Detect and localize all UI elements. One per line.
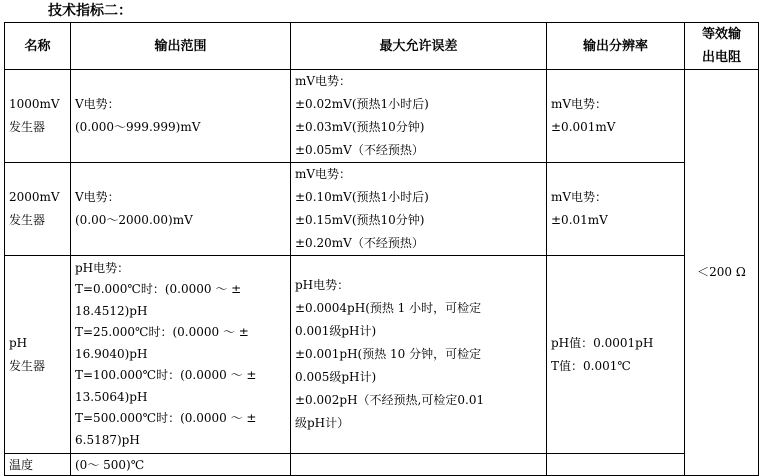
range-line: pH电势： [75, 260, 130, 275]
row-name: 温度 [5, 454, 71, 476]
range-line: (0.000～999.999)mV [75, 120, 201, 134]
error-line: ±0.05mV（不经预热） [295, 143, 424, 157]
error-line: 0.005级pH计) [295, 370, 377, 384]
row-name [5, 163, 71, 256]
range-line: T=100.000℃时：(0.0000 ～ ± [75, 368, 257, 383]
spec-table [4, 22, 759, 476]
resolution-line: ±0.001mV [551, 120, 616, 134]
row-name-line1: pH [9, 335, 28, 350]
range-line: 16.9040)pH [75, 346, 148, 361]
error-line: pH电势： [295, 278, 350, 292]
range-line: V电势： [75, 190, 120, 204]
header-max-error: 最大允许误差 [291, 23, 547, 70]
row-name [5, 70, 71, 163]
row-error [291, 70, 547, 163]
header-impedance-line2: 出电阻 [701, 50, 741, 65]
resolution-line: mV电势： [551, 190, 608, 204]
table-row [5, 163, 759, 256]
header-impedance [685, 23, 759, 70]
error-line: ±0.02mV(预热1小时后) [295, 97, 429, 111]
row-range [71, 256, 291, 454]
range-line: (0.00～2000.00)mV [75, 213, 193, 227]
resolution-line: ±0.01mV [551, 213, 608, 227]
equivalent-impedance: ＜200 Ω [685, 70, 759, 476]
row-name-line1: 2000mV [9, 190, 60, 204]
row-error [291, 163, 547, 256]
resolution-line: T值：0.001℃ [551, 358, 631, 373]
range-line: 18.4512)pH [75, 303, 148, 318]
error-line: ±0.001pH(预热 10 分钟，可检定 [295, 347, 482, 361]
error-line: ±0.002pH（不经预热,可检定0.01 [295, 393, 485, 407]
header-impedance-line1: 等效输 [701, 27, 741, 42]
header-row [5, 23, 759, 70]
range-line: T=500.000℃时：(0.0000 ～ ± [75, 411, 257, 426]
range-line: T=0.000℃时：(0.0000 ～ ± [75, 282, 242, 297]
row-name-line2: 发生器 [9, 213, 46, 227]
table-row [5, 256, 759, 454]
header-output-range: 输出范围 [71, 23, 291, 70]
error-line: ±0.0004pH(预热 1 小时，可检定 [295, 301, 482, 315]
range-line: V电势： [75, 97, 120, 111]
row-error [291, 256, 547, 454]
row-range: (0～ 500)℃ [71, 454, 291, 476]
range-line: 6.5187)pH [75, 432, 140, 447]
error-line: ±0.03mV(预热10分钟) [295, 120, 425, 134]
section-title: 技术指标二： [48, 3, 132, 19]
error-line: 级pH计） [295, 416, 350, 430]
row-range [71, 163, 291, 256]
row-name-line2: 发生器 [9, 358, 46, 373]
range-line: T=25.000℃时：(0.0000 ～ ± [75, 325, 249, 340]
table-row [5, 70, 759, 163]
range-line: 13.5064)pH [75, 389, 148, 404]
error-line: mV电势： [295, 74, 352, 88]
header-resolution: 输出分辨率 [547, 23, 685, 70]
row-name-line2: 发生器 [9, 120, 46, 134]
row-resolution [547, 163, 685, 256]
resolution-line: mV电势： [551, 97, 608, 111]
error-line: 0.001级pH计) [295, 324, 377, 338]
row-name [5, 256, 71, 454]
error-line: mV电势： [295, 167, 352, 181]
header-name: 名称 [5, 23, 71, 70]
error-line: ±0.10mV(预热1小时后) [295, 190, 429, 204]
row-name-line1: 1000mV [9, 97, 60, 111]
error-line: ±0.20mV（不经预热） [295, 236, 424, 250]
error-line: ±0.15mV(预热10分钟) [295, 213, 425, 227]
row-resolution [547, 70, 685, 163]
row-resolution [547, 256, 685, 454]
row-range [71, 70, 291, 163]
resolution-line: pH值：0.0001pH [551, 335, 654, 350]
